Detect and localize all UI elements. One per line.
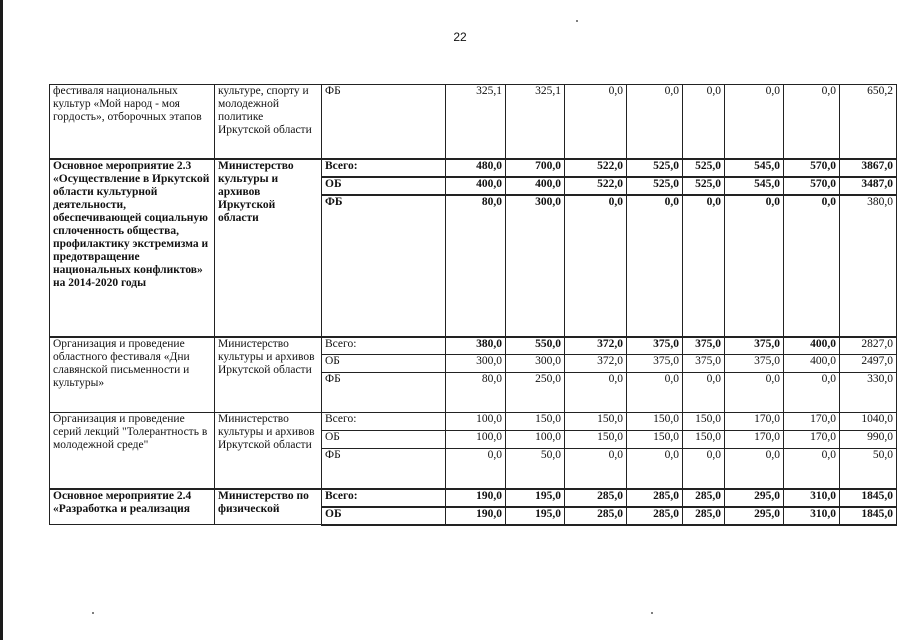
value-cell: 0,0 [627,195,683,337]
value-cell: 522,0 [565,159,627,177]
value-cell: 50,0 [506,449,565,489]
value-cell: 300,0 [506,195,565,337]
measure-description: Основное мероприятие 2.4 «Разработка и реализация [50,489,215,525]
value-cell: 375,0 [627,355,683,373]
value-cell: 372,0 [565,355,627,373]
value-cell: 545,0 [725,177,784,195]
value-cell: 372,0 [565,337,627,355]
funding-source: ОБ [322,507,446,525]
measure-executor: Министерство культуры и архивов Иркутской области [215,413,322,489]
value-cell: 0,0 [784,373,840,413]
funding-table [49,84,897,526]
table-row [50,489,897,507]
funding-source: Всего: [322,159,446,177]
table-row [50,159,897,177]
measure-description: Организация и проведение серий лекций "Толерантность в молодежной среде" [50,413,215,489]
value-cell: 150,0 [565,431,627,449]
value-cell: 150,0 [683,413,725,431]
value-cell: 285,0 [683,489,725,507]
value-cell: 100,0 [446,413,506,431]
value-cell: 0,0 [784,195,840,337]
value-cell: 190,0 [446,489,506,507]
value-cell: 295,0 [725,507,784,525]
measure-executor: Министерство культуры и архивов Иркутской области [215,337,322,413]
value-cell: 525,0 [627,159,683,177]
value-cell: 380,0 [446,337,506,355]
value-cell: 80,0 [446,373,506,413]
value-cell: 150,0 [683,431,725,449]
value-cell: 150,0 [627,431,683,449]
value-cell: 150,0 [506,413,565,431]
value-cell: 170,0 [725,413,784,431]
funding-source: ОБ [322,355,446,373]
value-cell: 0,0 [565,195,627,337]
value-cell: 570,0 [784,159,840,177]
value-cell: 285,0 [627,489,683,507]
total-cell: 1845,0 [840,489,897,507]
value-cell: 0,0 [565,449,627,489]
value-cell: 480,0 [446,159,506,177]
funding-source: ФБ [322,85,446,159]
value-cell: 700,0 [506,159,565,177]
value-cell: 100,0 [506,431,565,449]
value-cell: 170,0 [784,413,840,431]
value-cell: 400,0 [446,177,506,195]
measure-executor: Министерство культуры и архивов Иркутской области [215,159,322,337]
value-cell: 150,0 [627,413,683,431]
value-cell: 0,0 [627,85,683,159]
total-cell: 1845,0 [840,507,897,525]
value-cell: 300,0 [506,355,565,373]
value-cell: 170,0 [784,431,840,449]
table-row [50,413,897,431]
total-cell: 380,0 [840,195,897,337]
value-cell: 0,0 [725,449,784,489]
total-cell: 50,0 [840,449,897,489]
measure-description: Организация и проведение областного фестиваля «Дни славянской письменности и культуры» [50,337,215,413]
value-cell: 195,0 [506,489,565,507]
value-cell: 525,0 [627,177,683,195]
funding-source: Всего: [322,489,446,507]
value-cell: 325,1 [446,85,506,159]
total-cell: 990,0 [840,431,897,449]
value-cell: 150,0 [565,413,627,431]
value-cell: 0,0 [784,449,840,489]
value-cell: 310,0 [784,489,840,507]
value-cell: 295,0 [725,489,784,507]
total-cell: 650,2 [840,85,897,159]
value-cell: 300,0 [446,355,506,373]
funding-source: ФБ [322,449,446,489]
value-cell: 0,0 [784,85,840,159]
funding-source: ОБ [322,431,446,449]
value-cell: 375,0 [627,337,683,355]
value-cell: 375,0 [683,355,725,373]
value-cell: 375,0 [725,355,784,373]
value-cell: 525,0 [683,177,725,195]
page-left-edge [0,0,3,640]
measure-executor: культуре, спорту и молодежной политике Иркутской области [215,85,322,159]
value-cell: 285,0 [565,489,627,507]
scan-speck [651,612,653,614]
value-cell: 310,0 [784,507,840,525]
scan-speck [92,612,94,614]
page-number: 22 [453,30,467,44]
value-cell: 522,0 [565,177,627,195]
value-cell: 545,0 [725,159,784,177]
value-cell: 195,0 [506,507,565,525]
table-row [50,337,897,355]
value-cell: 0,0 [446,449,506,489]
value-cell: 570,0 [784,177,840,195]
value-cell: 250,0 [506,373,565,413]
value-cell: 0,0 [725,85,784,159]
value-cell: 285,0 [565,507,627,525]
value-cell: 400,0 [784,355,840,373]
total-cell: 3867,0 [840,159,897,177]
funding-source: Всего: [322,413,446,431]
total-cell: 2497,0 [840,355,897,373]
value-cell: 0,0 [627,449,683,489]
value-cell: 170,0 [725,431,784,449]
value-cell: 190,0 [446,507,506,525]
value-cell: 525,0 [683,159,725,177]
value-cell: 400,0 [784,337,840,355]
value-cell: 285,0 [627,507,683,525]
value-cell: 325,1 [506,85,565,159]
value-cell: 0,0 [725,373,784,413]
table-row [50,85,897,159]
value-cell: 80,0 [446,195,506,337]
value-cell: 0,0 [683,373,725,413]
value-cell: 550,0 [506,337,565,355]
funding-source: ОБ [322,177,446,195]
value-cell: 0,0 [683,449,725,489]
scan-speck [576,20,578,22]
value-cell: 375,0 [725,337,784,355]
value-cell: 0,0 [683,195,725,337]
funding-source: ФБ [322,373,446,413]
funding-source: ФБ [322,195,446,337]
total-cell: 3487,0 [840,177,897,195]
measure-description: фестиваля национальных культур «Мой народ - моя гордость», отборочных этапов [50,85,215,159]
value-cell: 0,0 [565,85,627,159]
value-cell: 0,0 [725,195,784,337]
value-cell: 100,0 [446,431,506,449]
measure-executor: Министерство по физической [215,489,322,525]
value-cell: 0,0 [627,373,683,413]
value-cell: 0,0 [683,85,725,159]
value-cell: 285,0 [683,507,725,525]
total-cell: 2827,0 [840,337,897,355]
funding-source: Всего: [322,337,446,355]
value-cell: 0,0 [565,373,627,413]
total-cell: 1040,0 [840,413,897,431]
value-cell: 400,0 [506,177,565,195]
total-cell: 330,0 [840,373,897,413]
value-cell: 375,0 [683,337,725,355]
measure-description: Основное мероприятие 2.3 «Осуществление в Иркутской области культурной деятельности, обеспечивающей социальную сплоченность общества, профилактику экстремизма и предотвращение национальных конфликтов» на 2014-2020 годы [50,159,215,337]
